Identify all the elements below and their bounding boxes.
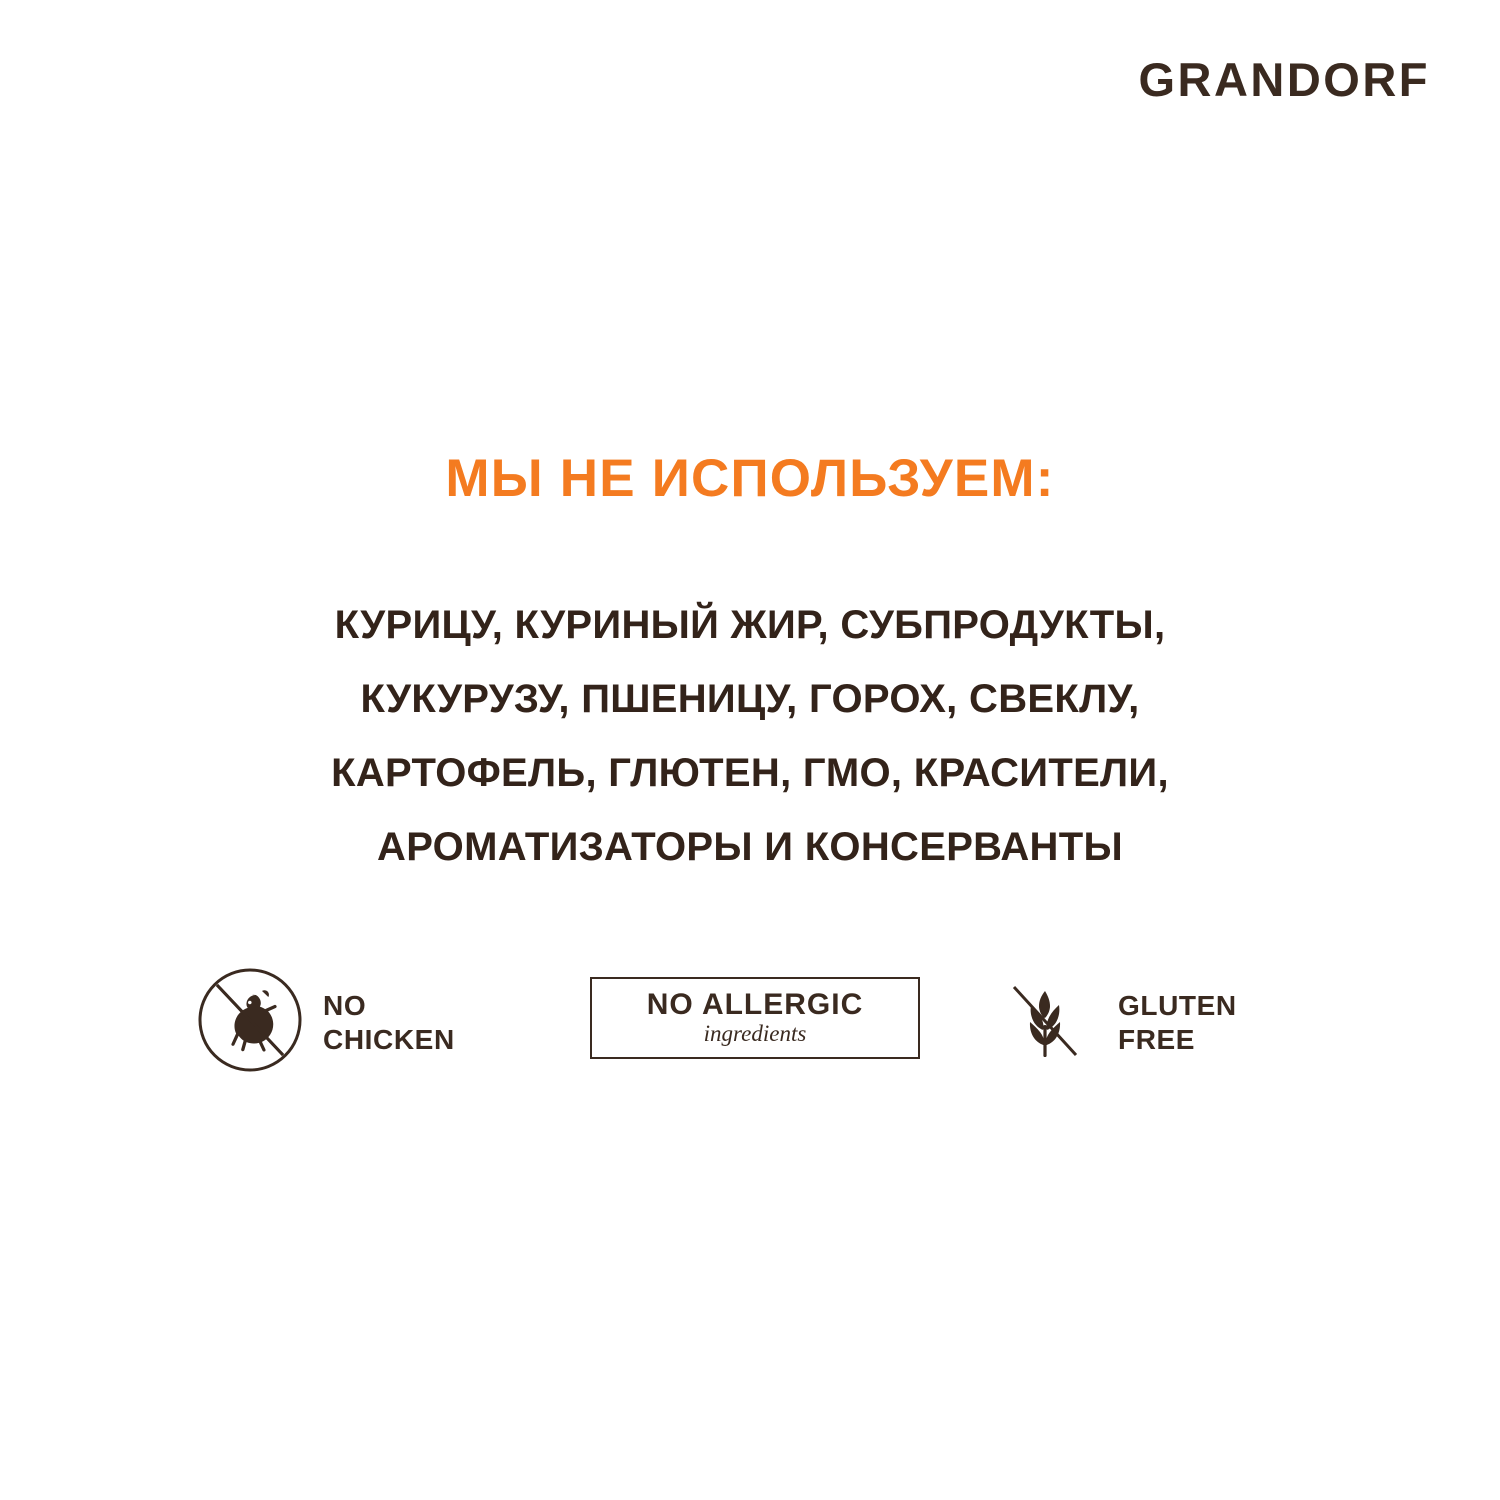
no-chicken-icon [195,965,305,1080]
badge-no-chicken-label [323,989,455,1057]
ingredients-line: КУРИЦУ, КУРИНЫЙ ЖИР, СУБПРОДУКТЫ, [334,603,1166,647]
badge-no-chicken [195,965,455,1080]
badge-label-line-1: NO [323,989,367,1021]
brand-logo: GRANDORF [1138,53,1430,106]
badge-label-line-2: FREE [1118,1023,1196,1055]
ingredients-line: КАРТОФЕЛЬ, ГЛЮТЕН, ГМО, КРАСИТЕЛИ, [331,751,1169,795]
wheat-crossed-icon [990,965,1100,1080]
badge-no-allergic-main: NO ALLERGIC [646,988,864,1021]
no-allergic-box [590,977,920,1059]
ingredients-line: КУКУРУЗУ, ПШЕНИЦУ, ГОРОХ, СВЕКЛУ, [360,677,1140,721]
badge-no-allergic [590,977,920,1059]
excluded-ingredients-list [210,588,1290,884]
badge-no-allergic-sub: ingredients [703,1021,807,1046]
ingredients-line: АРОМАТИЗАТОРЫ И КОНСЕРВАНТЫ [377,825,1123,869]
page-title: МЫ НЕ ИСПОЛЬЗУЕМ: [445,449,1055,508]
badge-label-line-1: GLUTEN [1118,989,1237,1021]
badge-row [195,965,1305,1090]
badge-label-line-2: CHICKEN [323,1023,455,1055]
badge-gluten-free-label [1118,989,1237,1057]
badge-gluten-free [990,965,1237,1080]
